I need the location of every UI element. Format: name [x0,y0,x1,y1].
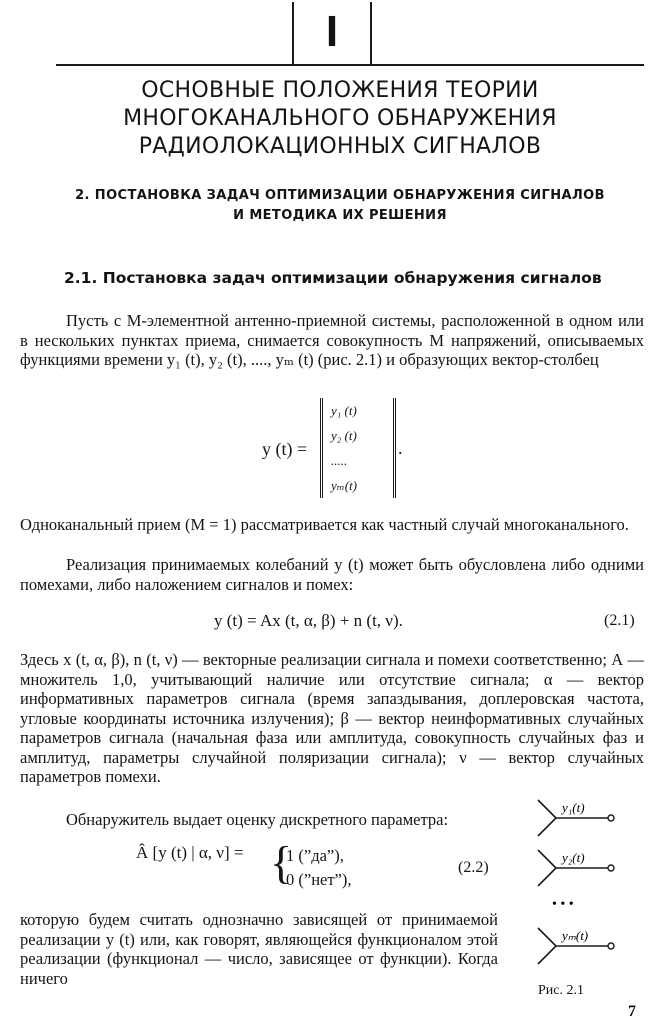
subsection-heading: 2.1. Постановка задач оптимизации обнаружения сигналов [64,269,602,287]
paragraph-3: Реализация принимаемых колебаний y (t) может быть обусловлена либо одними помехами, либо наложением сигналов и помех: [20,555,644,594]
vector-entry-2: y₂ (t) [331,428,357,443]
paragraph-1: Пусть с М-элементной антенно-приемной системы, расположенной в одном или в нескольких пунктах приема, снимается совокупность М напряжений, описываемых функциями времени y₁ (t), y₂ (t), ...., yₘ (t) (рис. 2.1) и образующих вектор-столбец [20,311,644,369]
figure-label-1: y₁(t) [562,800,585,815]
terminal-1 [608,815,614,821]
equation-2-1: y (t) = Ax (t, α, β) + n (t, ν). [214,611,403,630]
paragraph-4: Здесь x (t, α, β), n (t, ν) — векторные реализации сигнала и помехи соответственно; А — множитель 1,0, учитывающий наличие или отсутствие сигнала; α — вектор информативных параметров сигнала (время запаздывания, доплеровская частота, угловые координаты источника излучения); β — вектор неинформативных случайных параметров сигнала (начальная фаза или амплитуда, совокупность случайных фаз и амплитуд, параметры случайной поляризации сигнала); ν — вектор случайных параметров помехи. [20,650,644,786]
figure-label-2: y₂(t) [562,850,585,865]
figure-ellipsis: • • • [552,897,574,912]
paragraph-6: которую будем считать однозначно зависящей от принимаемой реализации y (t) или, как говорят, являющейся функционалом этой реализации (функционал — число, зависящее от функции). Когда ничего [20,910,498,988]
terminal-m [608,943,614,949]
equation-2-2-case-yes: 1 (”да”), [286,846,344,865]
equation-2-2-lhs: Â [y (t) | α, ν] = [136,843,244,862]
chapter-title-line-3: РАДИОЛОКАЦИОННЫХ СИГНАЛОВ [138,134,542,159]
paragraph-5: Обнаружитель выдает оценку дискретного параметра: [66,810,449,829]
equation-2-1-number: (2.1) [604,612,635,629]
section-title-line-1: 2. ПОСТАНОВКА ЗАДАЧ ОПТИМИЗАЦИИ ОБНАРУЖЕНИЯ СИГНАЛОВ [75,188,605,203]
page-number: 7 [628,1003,636,1020]
equation-2-2-brace: { [270,837,293,888]
chapter-rule [56,64,644,66]
vector-entry-1: y₁ (t) [331,403,357,418]
paragraph-2: Одноканальный прием (М = 1) рассматривается как частный случай многоканального. [20,515,629,534]
chapter-numeral: I [325,7,339,56]
vector-lhs: y (t) = [262,439,308,459]
vector-entry-dots: ..... [331,453,348,468]
antenna-array-figure [530,788,640,978]
chapter-number-box [292,2,372,64]
section-title-line-2: И МЕТОДИКА ИХ РЕШЕНИЯ [233,208,447,223]
chapter-title-line-1: ОСНОВНЫЕ ПОЛОЖЕНИЯ ТЕОРИИ [141,78,539,103]
vector-entry-m: yₘ(t) [331,478,358,493]
vector-matrix [320,398,396,498]
figure-caption: Рис. 2.1 [538,983,584,998]
vector-trailing-period: . [398,438,403,458]
chapter-title-line-2: МНОГОКАНАЛЬНОГО ОБНАРУЖЕНИЯ [123,106,557,131]
equation-2-2-number: (2.2) [458,859,489,876]
figure-label-m: yₘ(t) [562,928,589,943]
vector-column-formula [262,398,432,500]
equation-2-2-case-no: 0 (”нет”), [286,870,352,889]
terminal-2 [608,865,614,871]
